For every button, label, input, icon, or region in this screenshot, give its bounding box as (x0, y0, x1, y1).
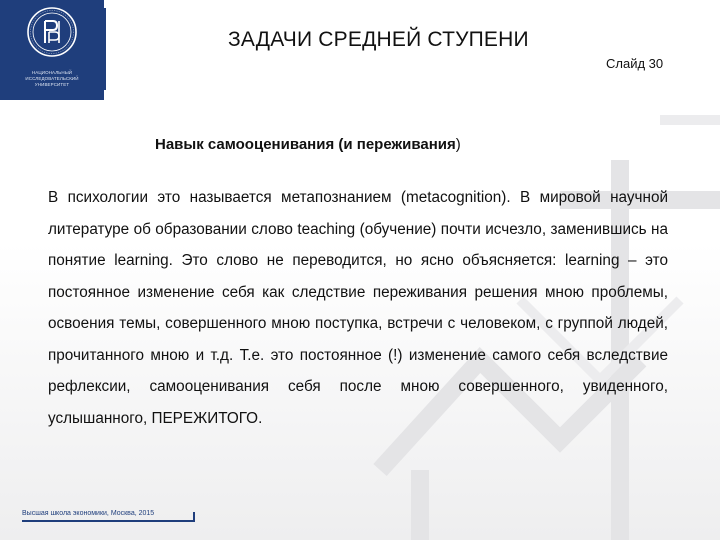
footer-text: Высшая школа экономики, Москва, 2015 (22, 510, 155, 517)
footer-tick (193, 512, 195, 522)
section-heading-bold: Навык самооценивания (и переживания (155, 136, 456, 153)
title-divider (104, 8, 106, 90)
section-heading (155, 136, 461, 153)
university-seal-icon (26, 6, 78, 58)
logo-caption: НАЦИОНАЛЬНЫЙ ИССЛЕДОВАТЕЛЬСКИЙ УНИВЕРСИТЕТ (25, 70, 79, 87)
university-logo (0, 0, 104, 100)
section-heading-tail: ) (455, 136, 461, 153)
footer-underline (22, 520, 194, 522)
slide-title: ЗАДАЧИ СРЕДНЕЙ СТУПЕНИ (228, 28, 529, 51)
header (0, 0, 720, 100)
slide-number: Слайд 30 (606, 56, 664, 71)
body-paragraph: В психологии это называется метапознанием (metacognition). В мировой научной литературе об образовании слово teaching (обучение) почти исчезло, заменившись на понятие learning. Это слово не переводится, но ясно объясняется: learning – это постоянное изменение себя как следствие переживания решения мною проблемы, освоения темы, совершенного мною поступка, встречи с человеком, с группой людей, прочитанного мною и т.д. Т.е. это постоянное (!) изменение самого себя вследствие рефлексии, самооценивания себя после мною совершенного, увиденного, услышанного, ПЕРЕЖИТОГО. (48, 189, 668, 427)
